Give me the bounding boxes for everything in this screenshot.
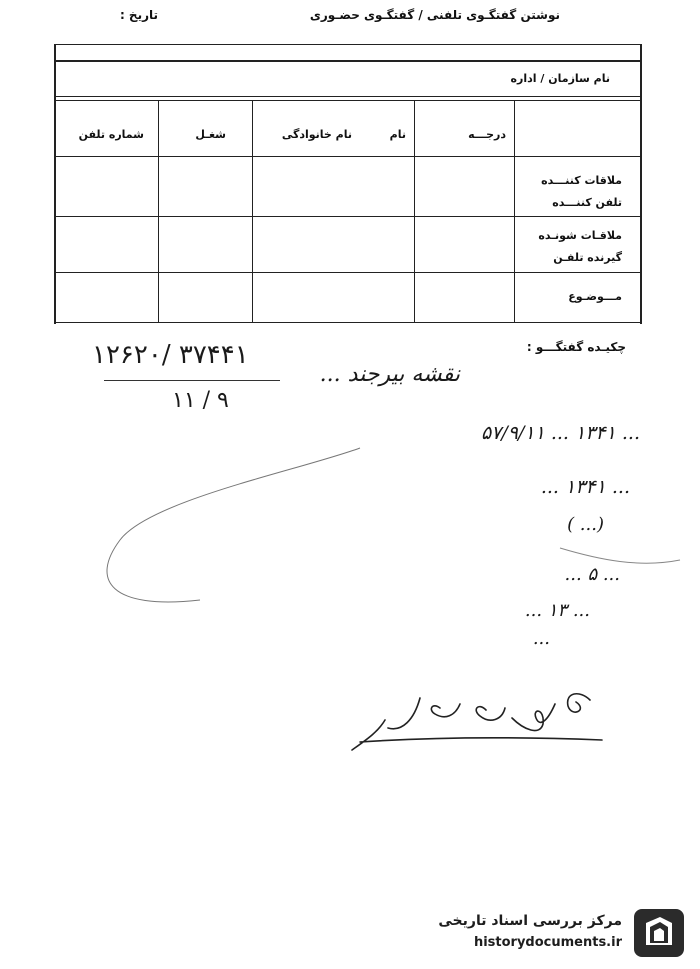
- row-visitor-label: ملاقات کننـــده: [541, 174, 622, 187]
- column-phone: شماره تلفن: [78, 128, 144, 141]
- handwritten-line-3: ... ۱۳۴۱ ...: [540, 476, 630, 498]
- organization-label: نام سازمان / اداره: [510, 72, 610, 85]
- watermark-url: historydocuments.ir: [473, 935, 622, 950]
- handwritten-line-7: ...: [532, 628, 550, 649]
- handwritten-line-4: (... ): [567, 514, 604, 535]
- row-receiver-label: گیرنده تلفـن: [553, 251, 622, 264]
- row-caller-label: تلفن کننـــده: [552, 196, 622, 209]
- document-title: نوشتن گفتگـوی تلفنی / گفتگـوی حضـوری: [309, 8, 560, 22]
- handwritten-reference-date: ۱۱ / ۹: [172, 388, 229, 413]
- archive-watermark: [420, 905, 692, 961]
- row-visited-label: ملاقـات شونـده: [538, 229, 622, 242]
- column-rank: درجـــه: [468, 128, 506, 141]
- row-subject-label: مـــوضـوع: [568, 290, 622, 303]
- date-label: تاریخ :: [119, 8, 158, 22]
- column-occupation: شغـل: [195, 128, 226, 141]
- column-first-name: نام: [389, 128, 406, 141]
- handwritten-line-2: ... ۱۳۴۱ ... ۵۷/۹/۱۱: [480, 422, 640, 444]
- column-last-name: نام خانوادگی: [281, 128, 352, 141]
- handwritten-signature: [340, 680, 640, 760]
- handwritten-line-1: نقشه بیرجند ...: [319, 362, 460, 387]
- summary-label: چکیـده گفتگـــو :: [526, 340, 626, 354]
- watermark-title: مرکز بررسی اسناد تاریخی: [438, 913, 622, 929]
- archive-logo-icon: [632, 907, 686, 959]
- handwritten-line-5: ... ۵ ...: [564, 564, 620, 585]
- handwritten-reference-number: ۱۲۶۲۰/ ۳۷۴۴۱: [92, 340, 249, 370]
- handwritten-line-6: ... ۱۳ ...: [524, 600, 590, 621]
